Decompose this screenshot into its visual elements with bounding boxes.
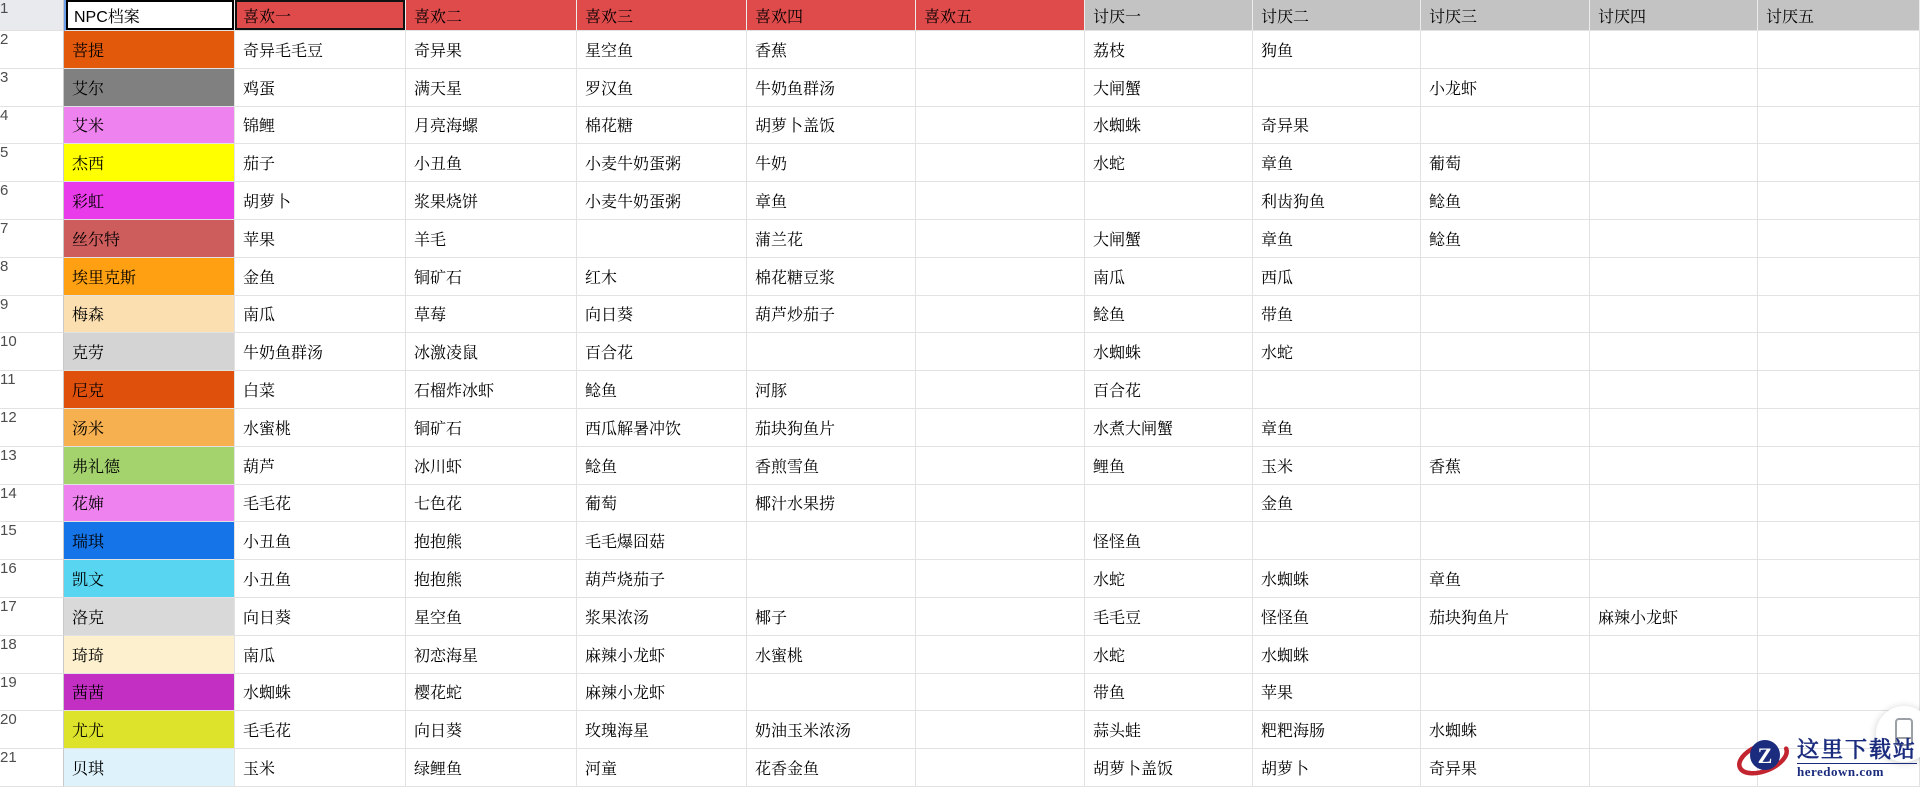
- dislike-cell[interactable]: [1590, 31, 1758, 69]
- like-cell[interactable]: 花香金鱼: [747, 749, 916, 787]
- dislike-cell[interactable]: 水蛇: [1253, 333, 1421, 371]
- dislike-cell[interactable]: [1758, 258, 1920, 296]
- like-cell[interactable]: [747, 560, 916, 598]
- row-header-18[interactable]: 18: [0, 636, 64, 674]
- dislike-cell[interactable]: [1590, 371, 1758, 409]
- dislike-cell[interactable]: 水蛇: [1085, 144, 1253, 182]
- like-cell[interactable]: 河童: [577, 749, 747, 787]
- column-header-like-4[interactable]: 喜欢三: [577, 0, 747, 31]
- dislike-cell[interactable]: [1253, 522, 1421, 560]
- like-cell[interactable]: 香煎雪鱼: [747, 447, 916, 485]
- npc-name-cell[interactable]: 洛克: [64, 598, 235, 636]
- like-cell[interactable]: [916, 711, 1085, 749]
- column-header-dislike-9[interactable]: 讨厌三: [1421, 0, 1590, 31]
- like-cell[interactable]: 香蕉: [747, 31, 916, 69]
- dislike-cell[interactable]: [1758, 220, 1920, 258]
- npc-name-cell[interactable]: 琦琦: [64, 636, 235, 674]
- like-cell[interactable]: 河豚: [747, 371, 916, 409]
- like-cell[interactable]: 毛毛花: [235, 485, 406, 523]
- column-header-dislike-11[interactable]: 讨厌五: [1758, 0, 1920, 31]
- dislike-cell[interactable]: 水蛇: [1085, 636, 1253, 674]
- like-cell[interactable]: [916, 220, 1085, 258]
- like-cell[interactable]: 浆果烧饼: [406, 182, 577, 220]
- dislike-cell[interactable]: 奇异果: [1421, 749, 1590, 787]
- like-cell[interactable]: 冰川虾: [406, 447, 577, 485]
- column-header-dislike-10[interactable]: 讨厌四: [1590, 0, 1758, 31]
- column-header-like-5[interactable]: 喜欢四: [747, 0, 916, 31]
- like-cell[interactable]: 椰子: [747, 598, 916, 636]
- like-cell[interactable]: 铜矿石: [406, 258, 577, 296]
- npc-name-cell[interactable]: 克劳: [64, 333, 235, 371]
- npc-name-cell[interactable]: 彩虹: [64, 182, 235, 220]
- dislike-cell[interactable]: [1758, 144, 1920, 182]
- like-cell[interactable]: [916, 522, 1085, 560]
- like-cell[interactable]: 胡萝卜: [235, 182, 406, 220]
- like-cell[interactable]: 向日葵: [577, 296, 747, 334]
- dislike-cell[interactable]: 带鱼: [1253, 296, 1421, 334]
- dislike-cell[interactable]: 粑粑海肠: [1253, 711, 1421, 749]
- like-cell[interactable]: 葫芦烧茄子: [577, 560, 747, 598]
- like-cell[interactable]: 星空鱼: [406, 598, 577, 636]
- like-cell[interactable]: 金鱼: [235, 258, 406, 296]
- like-cell[interactable]: 向日葵: [235, 598, 406, 636]
- like-cell[interactable]: [916, 674, 1085, 712]
- dislike-cell[interactable]: 水蜘蛛: [1253, 560, 1421, 598]
- watermark: [1736, 732, 1917, 785]
- dislike-cell[interactable]: [1590, 674, 1758, 712]
- like-cell[interactable]: 向日葵: [406, 711, 577, 749]
- dislike-cell[interactable]: [1590, 522, 1758, 560]
- like-cell[interactable]: 奇异果: [406, 31, 577, 69]
- npc-name-cell[interactable]: 凯文: [64, 560, 235, 598]
- dislike-cell[interactable]: [1758, 560, 1920, 598]
- dislike-cell[interactable]: [1590, 258, 1758, 296]
- dislike-cell[interactable]: [1253, 69, 1421, 107]
- dislike-cell[interactable]: [1590, 749, 1758, 787]
- like-cell[interactable]: 白菜: [235, 371, 406, 409]
- row-header-17[interactable]: 17: [0, 598, 64, 636]
- dislike-cell[interactable]: 水蛇: [1085, 560, 1253, 598]
- dislike-cell[interactable]: [1590, 182, 1758, 220]
- dislike-cell[interactable]: [1421, 674, 1590, 712]
- dislike-cell[interactable]: [1758, 107, 1920, 145]
- dislike-cell[interactable]: [1758, 333, 1920, 371]
- row-header-4[interactable]: 4: [0, 107, 64, 145]
- npc-name-cell[interactable]: 菩提: [64, 31, 235, 69]
- like-cell[interactable]: [747, 333, 916, 371]
- dislike-cell[interactable]: 水蜘蛛: [1253, 636, 1421, 674]
- dislike-cell[interactable]: 大闸蟹: [1085, 220, 1253, 258]
- row-header-12[interactable]: 12: [0, 409, 64, 447]
- npc-name-cell[interactable]: 埃里克斯: [64, 258, 235, 296]
- dislike-cell[interactable]: 鲶鱼: [1085, 296, 1253, 334]
- npc-name-cell[interactable]: 丝尔特: [64, 220, 235, 258]
- like-cell[interactable]: 葡萄: [577, 485, 747, 523]
- dislike-cell[interactable]: [1421, 333, 1590, 371]
- npc-name-cell[interactable]: 贝琪: [64, 749, 235, 787]
- like-cell[interactable]: 苹果: [235, 220, 406, 258]
- dislike-cell[interactable]: 水蜘蛛: [1421, 711, 1590, 749]
- dislike-cell[interactable]: [1758, 371, 1920, 409]
- like-cell[interactable]: 冰激凌鼠: [406, 333, 577, 371]
- like-cell[interactable]: [916, 371, 1085, 409]
- row-header-7[interactable]: 7: [0, 220, 64, 258]
- dislike-cell[interactable]: [1758, 598, 1920, 636]
- like-cell[interactable]: 奇异毛毛豆: [235, 31, 406, 69]
- dislike-cell[interactable]: 利齿狗鱼: [1253, 182, 1421, 220]
- dislike-cell[interactable]: [1421, 296, 1590, 334]
- row-header-16[interactable]: 16: [0, 560, 64, 598]
- dislike-cell[interactable]: 章鱼: [1253, 220, 1421, 258]
- dislike-cell[interactable]: 带鱼: [1085, 674, 1253, 712]
- dislike-cell[interactable]: 水蜘蛛: [1085, 107, 1253, 145]
- dislike-cell[interactable]: [1590, 333, 1758, 371]
- dislike-cell[interactable]: [1590, 409, 1758, 447]
- dislike-cell[interactable]: [1758, 409, 1920, 447]
- dislike-cell[interactable]: [1421, 522, 1590, 560]
- like-cell[interactable]: 毛毛爆囧菇: [577, 522, 747, 560]
- like-cell[interactable]: 玫瑰海星: [577, 711, 747, 749]
- like-cell[interactable]: 鲶鱼: [577, 447, 747, 485]
- npc-name-cell[interactable]: 瑞琪: [64, 522, 235, 560]
- dislike-cell[interactable]: [1421, 485, 1590, 523]
- column-header-dislike-8[interactable]: 讨厌二: [1253, 0, 1421, 31]
- like-cell[interactable]: [916, 447, 1085, 485]
- like-cell[interactable]: 鸡蛋: [235, 69, 406, 107]
- like-cell[interactable]: 月亮海螺: [406, 107, 577, 145]
- like-cell[interactable]: 章鱼: [747, 182, 916, 220]
- npc-name-cell[interactable]: 艾尔: [64, 69, 235, 107]
- like-cell[interactable]: 百合花: [577, 333, 747, 371]
- dislike-cell[interactable]: 怪怪鱼: [1085, 522, 1253, 560]
- dislike-cell[interactable]: [1421, 258, 1590, 296]
- like-cell[interactable]: 南瓜: [235, 296, 406, 334]
- watermark-site-name: 这里下载站: [1797, 738, 1917, 764]
- dislike-cell[interactable]: [1758, 636, 1920, 674]
- like-cell[interactable]: 牛奶: [747, 144, 916, 182]
- like-cell[interactable]: [916, 409, 1085, 447]
- like-cell[interactable]: 满天星: [406, 69, 577, 107]
- like-cell[interactable]: 麻辣小龙虾: [577, 674, 747, 712]
- heredown-logo-icon: [1736, 732, 1792, 785]
- like-cell[interactable]: 水蜜桃: [235, 409, 406, 447]
- like-cell[interactable]: 茄子: [235, 144, 406, 182]
- like-cell[interactable]: 牛奶鱼群汤: [747, 69, 916, 107]
- dislike-cell[interactable]: [1590, 447, 1758, 485]
- npc-name-cell[interactable]: 弗礼德: [64, 447, 235, 485]
- row-header-11[interactable]: 11: [0, 371, 64, 409]
- like-cell[interactable]: 红木: [577, 258, 747, 296]
- dislike-cell[interactable]: [1253, 371, 1421, 409]
- dislike-cell[interactable]: 南瓜: [1085, 258, 1253, 296]
- dislike-cell[interactable]: 苹果: [1253, 674, 1421, 712]
- like-cell[interactable]: 水蜘蛛: [235, 674, 406, 712]
- like-cell[interactable]: [747, 522, 916, 560]
- like-cell[interactable]: 小麦牛奶蛋粥: [577, 144, 747, 182]
- npc-name-cell[interactable]: 汤米: [64, 409, 235, 447]
- dislike-cell[interactable]: [1421, 371, 1590, 409]
- like-cell[interactable]: [916, 485, 1085, 523]
- like-cell[interactable]: [916, 144, 1085, 182]
- dislike-cell[interactable]: [1590, 485, 1758, 523]
- column-header-like-6[interactable]: 喜欢五: [916, 0, 1085, 31]
- like-cell[interactable]: 铜矿石: [406, 409, 577, 447]
- like-cell[interactable]: 棉花糖豆浆: [747, 258, 916, 296]
- like-cell[interactable]: [916, 296, 1085, 334]
- row-header-19[interactable]: 19: [0, 674, 64, 712]
- row-header-5[interactable]: 5: [0, 144, 64, 182]
- dislike-cell[interactable]: 水蜘蛛: [1085, 333, 1253, 371]
- like-cell[interactable]: 蒲兰花: [747, 220, 916, 258]
- row-header-14[interactable]: 14: [0, 485, 64, 523]
- dislike-cell[interactable]: [1758, 447, 1920, 485]
- dislike-cell[interactable]: 章鱼: [1421, 560, 1590, 598]
- like-cell[interactable]: [916, 31, 1085, 69]
- dislike-cell[interactable]: 胡萝卜: [1253, 749, 1421, 787]
- like-cell[interactable]: 小丑鱼: [406, 144, 577, 182]
- dislike-cell[interactable]: 香蕉: [1421, 447, 1590, 485]
- dislike-cell[interactable]: 毛毛豆: [1085, 598, 1253, 636]
- npc-name-cell[interactable]: 尤尤: [64, 711, 235, 749]
- dislike-cell[interactable]: 玉米: [1253, 447, 1421, 485]
- dislike-cell[interactable]: 奇异果: [1253, 107, 1421, 145]
- like-cell[interactable]: 胡萝卜盖饭: [747, 107, 916, 145]
- like-cell[interactable]: 奶油玉米浓汤: [747, 711, 916, 749]
- like-cell[interactable]: 初恋海星: [406, 636, 577, 674]
- like-cell[interactable]: 七色花: [406, 485, 577, 523]
- dislike-cell[interactable]: [1590, 296, 1758, 334]
- npc-name-cell[interactable]: 茜茜: [64, 674, 235, 712]
- dislike-cell[interactable]: [1758, 182, 1920, 220]
- like-cell[interactable]: 羊毛: [406, 220, 577, 258]
- row-header-10[interactable]: 10: [0, 333, 64, 371]
- dislike-cell[interactable]: 小龙虾: [1421, 69, 1590, 107]
- logo-letter: Z: [1757, 743, 1773, 768]
- like-cell[interactable]: [916, 560, 1085, 598]
- column-header-name-1[interactable]: NPC档案: [64, 0, 235, 31]
- like-cell[interactable]: 小麦牛奶蛋粥: [577, 182, 747, 220]
- dislike-cell[interactable]: [1085, 485, 1253, 523]
- dislike-cell[interactable]: 麻辣小龙虾: [1590, 598, 1758, 636]
- like-cell[interactable]: 星空鱼: [577, 31, 747, 69]
- like-cell[interactable]: 锦鲤: [235, 107, 406, 145]
- dislike-cell[interactable]: [1421, 107, 1590, 145]
- like-cell[interactable]: 鲶鱼: [577, 371, 747, 409]
- like-cell[interactable]: [916, 69, 1085, 107]
- row-header-6[interactable]: 6: [0, 182, 64, 220]
- like-cell[interactable]: 棉花糖: [577, 107, 747, 145]
- like-cell[interactable]: 樱花蛇: [406, 674, 577, 712]
- dislike-cell[interactable]: [1590, 636, 1758, 674]
- npc-name-cell[interactable]: 尼克: [64, 371, 235, 409]
- dislike-cell[interactable]: 鲶鱼: [1421, 220, 1590, 258]
- row-header-20[interactable]: 20: [0, 711, 64, 749]
- like-cell[interactable]: [916, 333, 1085, 371]
- row-header-3[interactable]: 3: [0, 69, 64, 107]
- dislike-cell[interactable]: [1590, 144, 1758, 182]
- like-cell[interactable]: 玉米: [235, 749, 406, 787]
- npc-name-cell[interactable]: 梅森: [64, 296, 235, 334]
- like-cell[interactable]: 浆果浓汤: [577, 598, 747, 636]
- row-header-1[interactable]: 1: [0, 0, 64, 31]
- dislike-cell[interactable]: [1421, 636, 1590, 674]
- dislike-cell[interactable]: 大闸蟹: [1085, 69, 1253, 107]
- dislike-cell[interactable]: 蒜头蛙: [1085, 711, 1253, 749]
- like-cell[interactable]: 抱抱熊: [406, 560, 577, 598]
- row-header-21[interactable]: 21: [0, 749, 64, 787]
- like-cell[interactable]: [916, 258, 1085, 296]
- dislike-cell[interactable]: 章鱼: [1253, 409, 1421, 447]
- like-cell[interactable]: 南瓜: [235, 636, 406, 674]
- like-cell[interactable]: 小丑鱼: [235, 560, 406, 598]
- dislike-cell[interactable]: [1590, 220, 1758, 258]
- column-header-dislike-7[interactable]: 讨厌一: [1085, 0, 1253, 31]
- row-header-13[interactable]: 13: [0, 447, 64, 485]
- like-cell[interactable]: 毛毛花: [235, 711, 406, 749]
- dislike-cell[interactable]: [1590, 107, 1758, 145]
- dislike-cell[interactable]: [1590, 711, 1758, 749]
- dislike-cell[interactable]: 西瓜: [1253, 258, 1421, 296]
- like-cell[interactable]: [916, 598, 1085, 636]
- like-cell[interactable]: 石榴炸冰虾: [406, 371, 577, 409]
- like-cell[interactable]: [577, 220, 747, 258]
- dislike-cell[interactable]: 怪怪鱼: [1253, 598, 1421, 636]
- row-header-15[interactable]: 15: [0, 522, 64, 560]
- like-cell[interactable]: 茄块狗鱼片: [747, 409, 916, 447]
- row-header-9[interactable]: 9: [0, 296, 64, 334]
- like-cell[interactable]: [916, 749, 1085, 787]
- row-header-2[interactable]: 2: [0, 31, 64, 69]
- dislike-cell[interactable]: 鲤鱼: [1085, 447, 1253, 485]
- like-cell[interactable]: [747, 674, 916, 712]
- dislike-cell[interactable]: 葡萄: [1421, 144, 1590, 182]
- dislike-cell[interactable]: [1590, 69, 1758, 107]
- like-cell[interactable]: 西瓜解暑冲饮: [577, 409, 747, 447]
- column-header-like-3[interactable]: 喜欢二: [406, 0, 577, 31]
- dislike-cell[interactable]: 章鱼: [1253, 144, 1421, 182]
- like-cell[interactable]: [916, 182, 1085, 220]
- dislike-cell[interactable]: 百合花: [1085, 371, 1253, 409]
- dislike-cell[interactable]: [1758, 31, 1920, 69]
- like-cell[interactable]: 葫芦: [235, 447, 406, 485]
- dislike-cell[interactable]: [1421, 31, 1590, 69]
- dislike-cell[interactable]: [1758, 674, 1920, 712]
- column-header-like-2[interactable]: 喜欢一: [235, 0, 406, 31]
- dislike-cell[interactable]: 胡萝卜盖饭: [1085, 749, 1253, 787]
- row-header-8[interactable]: 8: [0, 258, 64, 296]
- npc-name-cell[interactable]: 杰西: [64, 144, 235, 182]
- like-cell[interactable]: [916, 107, 1085, 145]
- dislike-cell[interactable]: [1758, 69, 1920, 107]
- like-cell[interactable]: 抱抱熊: [406, 522, 577, 560]
- like-cell[interactable]: [916, 636, 1085, 674]
- npc-name-cell[interactable]: 艾米: [64, 107, 235, 145]
- like-cell[interactable]: 小丑鱼: [235, 522, 406, 560]
- dislike-cell[interactable]: [1421, 409, 1590, 447]
- dislike-cell[interactable]: 水煮大闸蟹: [1085, 409, 1253, 447]
- dislike-cell[interactable]: [1758, 522, 1920, 560]
- dislike-cell[interactable]: 茄块狗鱼片: [1421, 598, 1590, 636]
- like-cell[interactable]: 绿鲤鱼: [406, 749, 577, 787]
- like-cell[interactable]: 牛奶鱼群汤: [235, 333, 406, 371]
- watermark-site-url: heredown.com: [1796, 763, 1884, 779]
- npc-name-cell[interactable]: 花婶: [64, 485, 235, 523]
- dislike-cell[interactable]: [1085, 182, 1253, 220]
- like-cell[interactable]: 麻辣小龙虾: [577, 636, 747, 674]
- dislike-cell[interactable]: [1590, 560, 1758, 598]
- dislike-cell[interactable]: 狗鱼: [1253, 31, 1421, 69]
- like-cell[interactable]: 罗汉鱼: [577, 69, 747, 107]
- dislike-cell[interactable]: [1758, 485, 1920, 523]
- like-cell[interactable]: 葫芦炒茄子: [747, 296, 916, 334]
- dislike-cell[interactable]: [1758, 296, 1920, 334]
- like-cell[interactable]: 椰汁水果捞: [747, 485, 916, 523]
- like-cell[interactable]: 草莓: [406, 296, 577, 334]
- dislike-cell[interactable]: 鲶鱼: [1421, 182, 1590, 220]
- dislike-cell[interactable]: 荔枝: [1085, 31, 1253, 69]
- like-cell[interactable]: 水蜜桃: [747, 636, 916, 674]
- dislike-cell[interactable]: 金鱼: [1253, 485, 1421, 523]
